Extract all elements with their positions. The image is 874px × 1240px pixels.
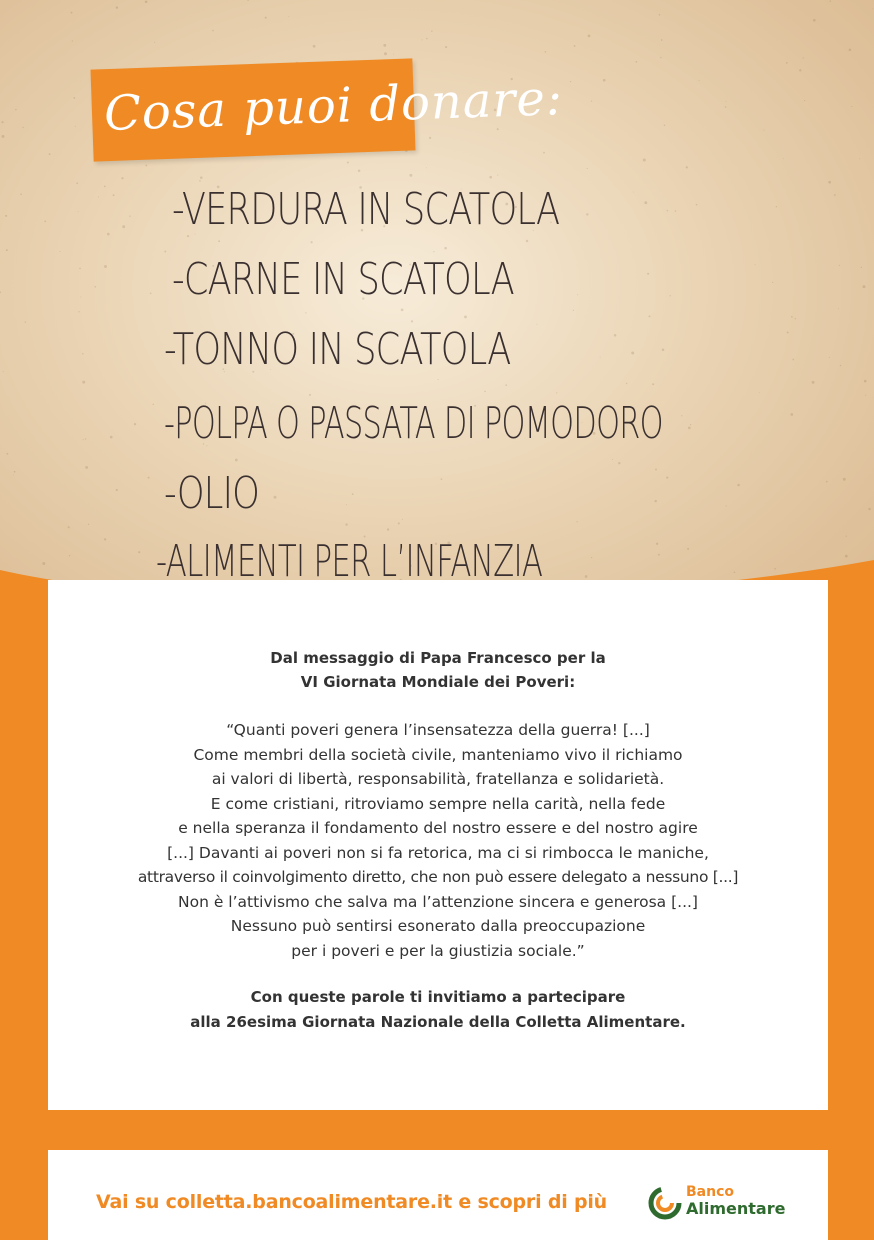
paper-speck — [587, 168, 588, 169]
paper-speck — [352, 493, 354, 495]
banco-alimentare-logo — [648, 1184, 788, 1224]
paper-speck — [82, 381, 85, 384]
paper-speck — [433, 251, 434, 252]
paper-speck — [556, 392, 557, 393]
paper-speck — [153, 404, 154, 405]
paper-speck — [164, 250, 166, 252]
paper-speck — [726, 505, 727, 506]
paper-speck — [3, 371, 4, 372]
paper-speck — [345, 523, 347, 525]
paper-speck — [725, 106, 727, 108]
donation-item: -POLPA O PASSATA DI POMODORO — [164, 398, 663, 449]
paper-speck — [121, 177, 123, 179]
paper-speck — [145, 0, 148, 3]
pope-message — [48, 646, 828, 1035]
paper-speck — [401, 309, 404, 312]
paper-speck — [828, 181, 831, 184]
paper-speck — [872, 8, 873, 9]
paper-speck — [265, 17, 267, 19]
paper-speck — [75, 126, 76, 127]
paper-speck — [305, 312, 306, 313]
paper-speck — [654, 500, 656, 502]
paper-speck — [274, 496, 277, 499]
paper-speck — [107, 233, 110, 236]
paper-speck — [536, 324, 537, 325]
paper-speck — [574, 45, 576, 47]
paper-speck — [505, 384, 507, 386]
paper-speck — [134, 423, 136, 425]
paper-speck — [235, 459, 238, 462]
paper-speck — [78, 311, 79, 312]
paper-speck — [409, 174, 412, 177]
paper-speck — [612, 459, 613, 460]
paper-speck — [863, 285, 866, 288]
quote-line: E come cristiani, ritroviamo sempre nella carità, nella fede — [210, 794, 666, 813]
paper-speck — [445, 46, 447, 48]
quote-line: e nella speranza il fondamento del nostro essere e del nostro agire — [178, 819, 698, 837]
paper-speck — [813, 19, 816, 22]
paper-speck — [688, 427, 691, 430]
paper-speck — [755, 264, 756, 265]
paper-speck — [422, 39, 423, 40]
paper-speck — [25, 321, 26, 322]
paper-speck — [675, 210, 677, 212]
donation-item: -TONNO IN SCATOLA — [164, 324, 511, 375]
paper-speck — [643, 159, 646, 162]
paper-speck — [696, 204, 698, 206]
paper-speck — [104, 186, 106, 188]
paper-speck — [497, 128, 499, 130]
paper-speck — [464, 315, 467, 318]
paper-speck — [347, 161, 349, 163]
paper-speck — [843, 478, 846, 481]
paper-speck — [840, 365, 842, 367]
paper-speck — [526, 240, 528, 242]
paper-speck — [484, 391, 486, 393]
paper-speck — [737, 484, 740, 487]
paper-speck — [865, 395, 866, 396]
paper-speck — [13, 475, 14, 476]
paper-speck — [699, 80, 700, 81]
paper-speck — [78, 211, 79, 212]
paper-speck — [799, 69, 801, 71]
paper-speck — [310, 241, 312, 243]
paper-speck — [772, 282, 773, 283]
paper-speck — [849, 48, 852, 51]
paper-speck — [664, 125, 666, 127]
paper-speck — [545, 51, 547, 53]
paper-speck — [288, 16, 289, 17]
paper-speck — [497, 175, 498, 176]
paper-speck — [644, 201, 647, 204]
paper-speck — [393, 54, 394, 55]
paper-speck — [68, 526, 70, 528]
quote-line: ai valori di libertà, responsabilità, fratellanza e solidarietà. — [211, 770, 665, 788]
paper-speck — [94, 286, 96, 288]
paper-speck — [72, 40, 73, 41]
message-heading — [48, 646, 828, 694]
paper-speck — [791, 316, 793, 318]
paper-speck — [588, 35, 591, 38]
paper-speck — [659, 14, 661, 16]
paper-speck — [426, 167, 427, 168]
paper-speck — [98, 196, 99, 197]
paper-speck — [868, 508, 870, 510]
paper-speck — [411, 320, 413, 322]
paper-speck — [686, 166, 688, 168]
paper-speck — [387, 528, 389, 530]
paper-speck — [667, 210, 668, 211]
paper-speck — [690, 424, 691, 425]
logo-text-alimentare: Alimentare — [686, 1199, 786, 1218]
paper-speck — [44, 220, 46, 222]
paper-speck — [795, 318, 796, 319]
paper-speck — [83, 439, 84, 440]
quote-line: Nessuno può sentirsi esonerato dalla preoccupazione — [230, 917, 646, 935]
quote-line: attraverso il coinvolgimento diretto, che non può essere delegato a nessuno [...] — [137, 868, 739, 886]
banco-alimentare-logo-icon — [648, 1186, 682, 1220]
paper-speck — [15, 109, 16, 110]
paper-speck — [573, 310, 574, 311]
paper-speck — [681, 415, 682, 416]
message-quote — [48, 718, 828, 963]
paper-speck — [438, 379, 439, 380]
paper-speck — [652, 383, 654, 385]
paper-speck — [313, 45, 316, 48]
paper-speck — [647, 273, 649, 275]
paper-speck — [834, 194, 836, 196]
paper-speck — [661, 39, 663, 41]
paper-speck — [846, 535, 847, 536]
paper-speck — [670, 295, 671, 296]
paper-speck — [1, 121, 3, 123]
paper-speck — [187, 235, 189, 237]
quote-line: Non è l’attivismo che salva ma l’attenzione sincera e generosa [...] — [178, 892, 698, 911]
quote-line: “Quanti poveri genera l’insensatezza della guerra! [...] — [226, 721, 650, 739]
paper-speck — [113, 194, 115, 196]
paper-speck — [660, 57, 662, 59]
paper-speck — [346, 504, 347, 505]
paper-speck — [110, 436, 113, 439]
quote-line: per i poveri e per la giustizia sociale.” — [291, 941, 585, 960]
paper-speck — [129, 216, 130, 217]
paper-speck — [22, 127, 23, 128]
paper-speck — [148, 477, 150, 479]
paper-speck — [402, 519, 403, 520]
donation-item: -CARNE IN SCATOLA — [172, 254, 514, 305]
paper-speck — [489, 176, 492, 179]
paper-speck — [614, 334, 617, 337]
paper-speck — [618, 462, 620, 464]
paper-speck — [851, 106, 852, 107]
paper-speck — [429, 137, 431, 139]
paper-speck — [839, 265, 840, 266]
donation-item: -VERDURA IN SCATOLA — [172, 184, 560, 235]
paper-speck — [212, 30, 214, 32]
paper-speck — [88, 524, 89, 525]
paper-speck — [662, 348, 665, 351]
quote-line: Come membri della società civile, manteniamo vivo il richiamo — [193, 745, 683, 764]
paper-speck — [85, 438, 86, 439]
paper-speck — [812, 381, 815, 384]
paper-speck — [826, 481, 828, 483]
paper-speck — [431, 30, 432, 31]
paper-speck — [71, 12, 73, 14]
paper-speck — [122, 225, 125, 228]
paper-speck — [829, 357, 830, 358]
paper-speck — [7, 453, 9, 455]
paper-speck — [309, 394, 311, 396]
paper-speck — [247, 0, 249, 1]
paper-speck — [49, 153, 51, 155]
paper-speck — [649, 315, 651, 317]
closing-invitation — [48, 985, 828, 1035]
paper-speck — [586, 213, 588, 215]
paper-speck — [725, 101, 726, 102]
paper-speck — [635, 61, 637, 63]
quote-line: [...] Davanti ai poveri non si fa retorica, ma ci si rimbocca le maniche, — [167, 843, 709, 862]
paper-speck — [570, 81, 571, 82]
paper-speck — [864, 380, 867, 383]
paper-speck — [631, 352, 634, 355]
paper-speck — [14, 471, 16, 473]
paper-speck — [20, 193, 22, 195]
closing-line: Con queste parole ti invitiamo a partecipare — [250, 988, 626, 1006]
donation-item: -ALIMENTI PER L’INFANZIA — [156, 536, 543, 587]
paper-speck — [666, 476, 668, 478]
paper-speck — [2, 135, 5, 138]
paper-speck — [763, 129, 764, 130]
paper-speck — [5, 215, 7, 217]
donation-item: -OLIO — [164, 468, 260, 519]
paper-speck — [116, 6, 118, 8]
paper-speck — [787, 332, 789, 334]
paper-speck — [199, 180, 201, 182]
paper-speck — [76, 182, 78, 184]
paper-speck — [591, 100, 592, 101]
paper-speck — [577, 294, 578, 295]
paper-speck — [6, 249, 8, 251]
poster-title: Cosa puoi donare: — [103, 70, 564, 142]
paper-speck — [603, 79, 606, 82]
message-heading-line: VI Giornata Mondiale dei Poveri: — [300, 673, 576, 691]
paper-speck — [384, 52, 387, 55]
paper-speck — [154, 42, 155, 43]
paper-speck — [82, 353, 84, 355]
paper-speck — [79, 268, 81, 270]
paper-speck — [792, 359, 794, 361]
paper-speck — [441, 478, 443, 480]
paper-speck — [145, 164, 147, 166]
paper-speck — [759, 392, 760, 393]
paper-speck — [150, 292, 152, 294]
paper-speck — [426, 38, 428, 40]
paper-speck — [543, 152, 545, 154]
paper-speck — [80, 296, 81, 297]
paper-speck — [358, 169, 361, 172]
paper-speck — [104, 265, 107, 268]
paper-speck — [786, 62, 788, 64]
paper-speck — [861, 267, 862, 268]
paper-speck — [116, 489, 118, 491]
paper-speck — [444, 247, 447, 250]
paper-speck — [59, 251, 60, 252]
paper-speck — [783, 158, 784, 159]
footer-cta-link[interactable]: Vai su colletta.bancoalimentare.it e scopri di più — [96, 1191, 607, 1213]
logo-text-banco: Banco — [686, 1184, 735, 1200]
paper-speck — [804, 100, 805, 101]
message-heading-line: Dal messaggio di Papa Francesco per la — [270, 649, 606, 667]
paper-speck — [576, 521, 577, 522]
paper-speck — [398, 522, 400, 524]
paper-speck — [803, 57, 804, 58]
paper-speck — [0, 291, 1, 293]
paper-speck — [633, 192, 634, 193]
paper-speck — [776, 206, 777, 207]
paper-speck — [859, 158, 860, 159]
paper-speck — [838, 308, 839, 309]
paper-speck — [655, 469, 657, 471]
paper-speck — [218, 240, 220, 242]
closing-line: alla 26esima Giornata Nazionale della Colletta Alimentare. — [190, 1013, 686, 1031]
paper-speck — [790, 413, 793, 416]
paper-speck — [73, 97, 75, 99]
paper-speck — [200, 176, 203, 179]
paper-speck — [626, 383, 627, 384]
paper-speck — [383, 44, 386, 47]
paper-speck — [830, 0, 832, 2]
paper-speck — [600, 357, 601, 358]
paper-speck — [85, 466, 88, 469]
